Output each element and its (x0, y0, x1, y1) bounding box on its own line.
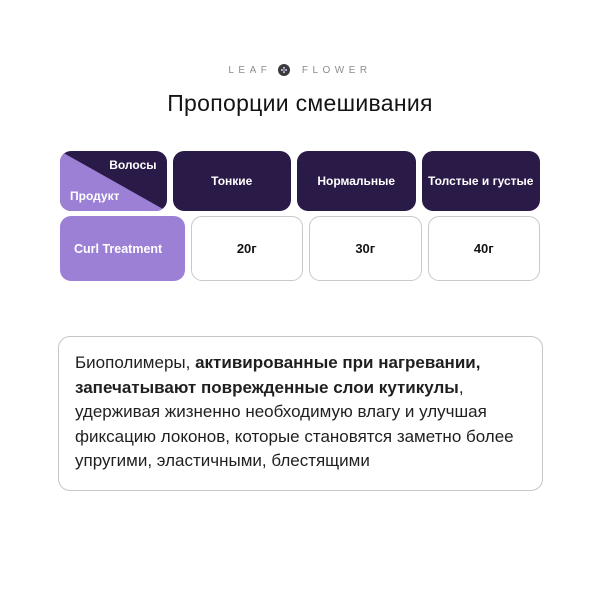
description-box (58, 336, 543, 491)
brand-word-flower: FLOWER (301, 64, 372, 76)
table-corner-cell (60, 151, 167, 211)
corner-label-hair: Волосы (109, 158, 157, 172)
table-header-row (60, 151, 540, 211)
value-cell-normal: 30г (309, 216, 422, 281)
column-header-thick: Толстые и густые (422, 151, 541, 211)
description-text-regular-start: Биополимеры, (75, 353, 196, 372)
flower-dot-icon (278, 64, 290, 76)
brand-logo (0, 64, 600, 76)
brand-word-leaf: LEAF (228, 64, 272, 76)
product-name-cell: Curl Treatment (60, 216, 185, 281)
description-text-bold: активированные при нагревании, запечатывают поврежденные слои кутикулы (75, 353, 481, 397)
mixing-table (60, 151, 540, 281)
table-row (60, 216, 540, 281)
column-header-normal: Нормальные (297, 151, 416, 211)
column-header-thin: Тонкие (173, 151, 292, 211)
description-text-regular-end: , удерживая жизненно необходимую влагу и улучшая фиксацию локонов, которые становятся заметно более упругими, эластичными, блестящими (75, 377, 514, 470)
value-cell-thick: 40г (428, 216, 541, 281)
value-cell-thin: 20г (191, 216, 304, 281)
page-title: Пропорции смешивания (167, 90, 433, 116)
corner-label-product: Продукт (70, 189, 120, 203)
